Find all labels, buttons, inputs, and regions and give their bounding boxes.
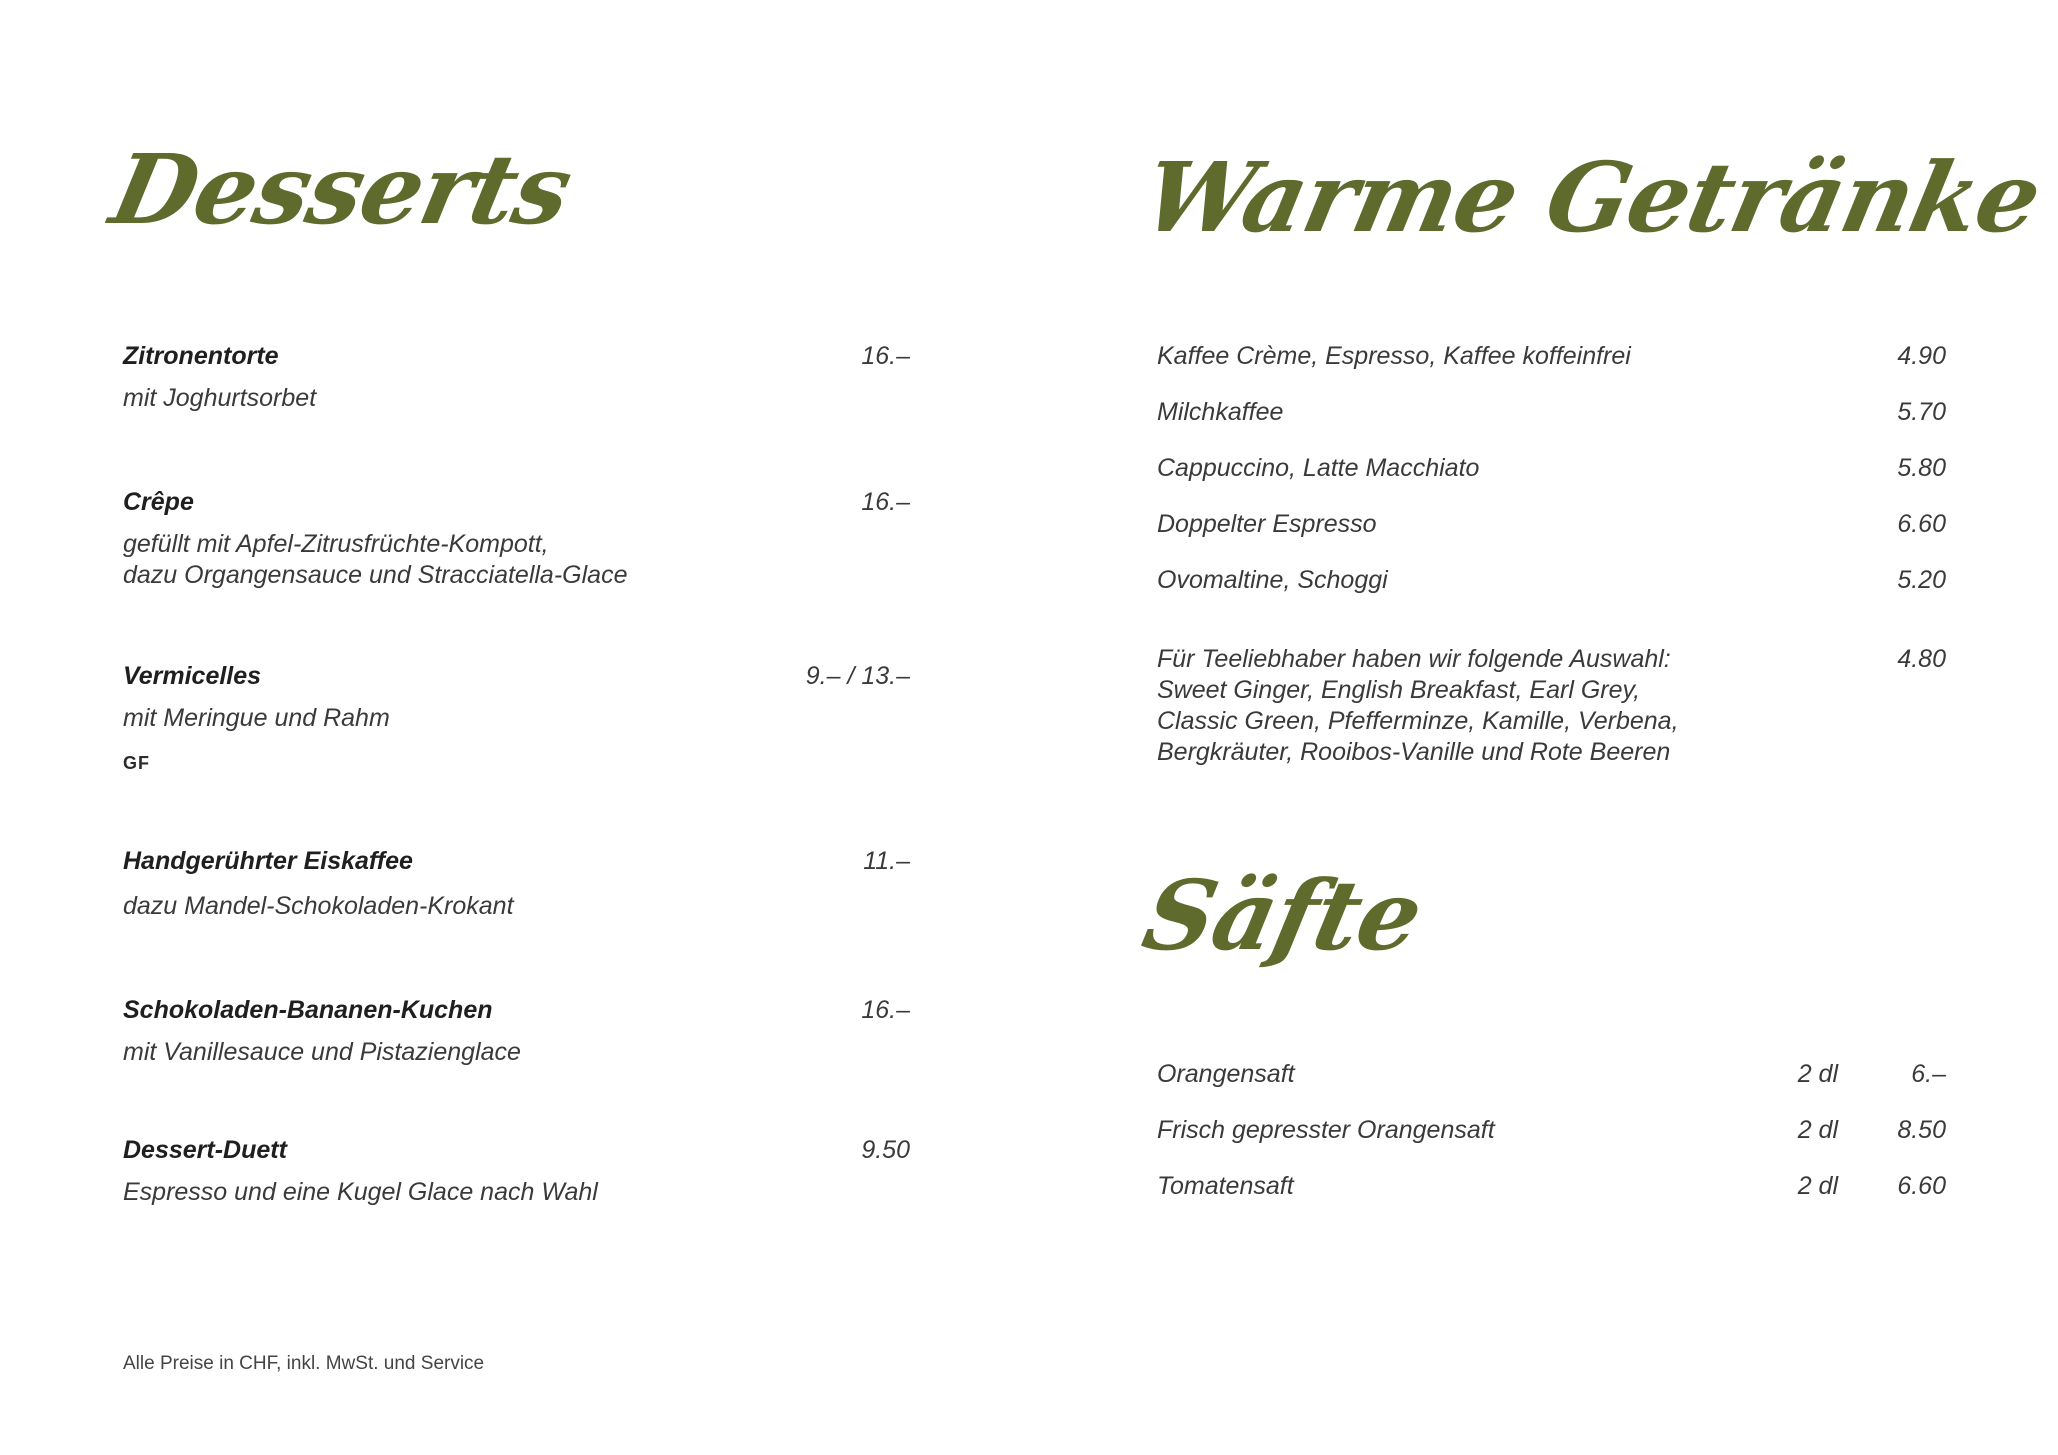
drink-price: 4.90 [1897,342,1946,370]
juice-price: 6.60 [1897,1172,1946,1200]
dessert-description: dazu Mandel-Schokoladen-Krokant [123,892,514,920]
dessert-description: mit Vanillesauce und Pistazienglace [123,1038,521,1066]
dessert-description: gefüllt mit Apfel-Zitrusfrüchte-Kompott, [123,530,549,558]
dessert-price: 16.– [861,996,910,1024]
dessert-name: Vermicelles [123,662,262,690]
juice-name: Tomatensaft [1157,1172,1294,1200]
drink-price: 5.80 [1897,454,1946,482]
dessert-name: Schokoladen-Bananen-Kuchen [123,996,493,1024]
juice-size: 2 dl [1797,1172,1838,1200]
desserts-title: Desserts [102,133,581,246]
drink-name: Milchkaffee [1157,398,1284,426]
dessert-name: Zitronentorte [123,342,279,370]
dessert-price: 9.50 [861,1136,910,1164]
drink-name: Ovomaltine, Schoggi [1157,566,1388,594]
dessert-description: mit Meringue und Rahm [123,704,390,732]
drink-price: 5.70 [1897,398,1946,426]
dessert-price: 16.– [861,488,910,516]
dessert-price: 11.– [863,847,910,875]
dessert-name: Crêpe [123,488,194,516]
drink-name: Cappuccino, Latte Macchiato [1157,454,1480,482]
tea-description: Classic Green, Pfefferminze, Kamille, Verbena, [1157,707,1679,735]
tea-price: 4.80 [1897,645,1946,673]
saefte-title: Säfte [1134,859,1432,972]
tea-description: Bergkräuter, Rooibos-Vanille und Rote Beeren [1157,738,1671,766]
dessert-description: dazu Organgensauce und Stracciatella-Glace [123,561,628,589]
dessert-name: Dessert-Duett [123,1136,287,1164]
drink-price: 6.60 [1897,510,1946,538]
juice-size: 2 dl [1797,1060,1838,1088]
dessert-description: Espresso und eine Kugel Glace nach Wahl [123,1178,598,1206]
juice-price: 6.– [1911,1060,1946,1088]
tea-description: Für Teeliebhaber haben wir folgende Auswahl: [1157,645,1671,673]
juice-size: 2 dl [1797,1116,1838,1144]
dessert-price: 16.– [861,342,910,370]
drink-price: 5.20 [1897,566,1946,594]
warme-getraenke-title: Warme Getränke [1134,141,2051,254]
juice-price: 8.50 [1897,1116,1946,1144]
dessert-name: Handgerührter Eiskaffee [123,847,413,875]
dessert-price: 9.– / 13.– [805,662,910,690]
dessert-description: mit Joghurtsorbet [123,384,317,412]
tea-description: Sweet Ginger, English Breakfast, Earl Grey, [1157,676,1641,704]
drink-name: Doppelter Espresso [1157,510,1377,538]
juice-name: Orangensaft [1157,1060,1295,1088]
price-note-footer: Alle Preise in CHF, inkl. MwSt. und Service [123,1353,485,1374]
juice-name: Frisch gepresster Orangensaft [1157,1116,1495,1144]
gluten-free-tag: GF [123,753,150,773]
drink-name: Kaffee Crème, Espresso, Kaffee koffeinfrei [1157,342,1631,370]
